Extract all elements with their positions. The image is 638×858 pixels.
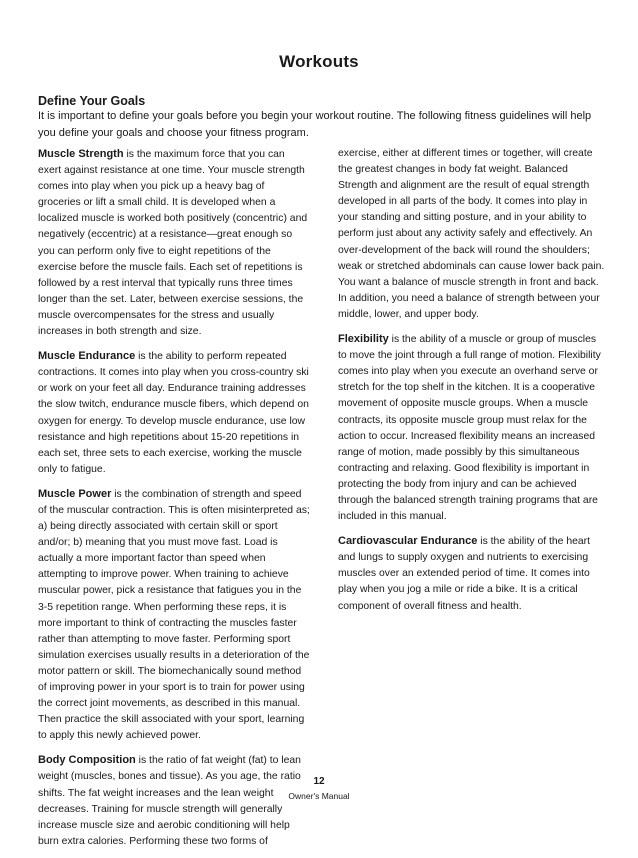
flexibility-text: is the ability of a muscle or group of muscles to move the joint through a full range of motion. Flexibility comes into play when you execute an overhand serve or stretch for the top shelf in the kitchen. It is a cooperative movement of opposite muscle groups. When a muscle contracts, its opposite muscle group must relax for the action to occur. Increased flexibility means an increased range of motion, made possibly by this simultaneous contracting and relaxing. Good flexibility is important in protecting the body from injury and can be achieved through the balanced strength training programs that are included in this manual.	[338, 334, 601, 523]
right-column	[338, 146, 606, 623]
muscle-endurance-text: is the ability to perform repeated contractions. It comes into play when you cross-country ski or work on your feet all day. Endurance training addresses the slow twitch, endurance muscle fibers, which depend on oxygen for energy. To develop muscle endurance, use low resistance and high repetitions about 15-20 repetitions in each set, three sets to each exercise, working the muscle only to fatigue.	[38, 351, 309, 475]
page-title: Workouts	[279, 52, 359, 71]
flexibility-paragraph	[338, 331, 606, 525]
muscle-endurance-paragraph	[38, 348, 310, 478]
muscle-strength-paragraph	[38, 146, 310, 340]
body-composition-continued: exercise, either at different times or together, will create the greatest changes in body fat weight. Balanced Strength and alignment are the result of equal strength developed in all parts of the body. It comes into play in your standing and sitting posture, and in your ability to perform just about any activity safely and effectively. An over-development of the back will round the shoulders; weak or stretched abdominals can cause lower back pain. You want a balance of muscle strength in front and back. In addition, you need a balance of strength between your middle, lower, and upper body.	[338, 148, 605, 320]
muscle-power-term: Muscle Power	[38, 487, 112, 500]
muscle-endurance-term: Muscle Endurance	[38, 350, 136, 363]
muscle-strength-term: Muscle Strength	[38, 148, 124, 160]
body-composition-term: Body Composition	[38, 754, 136, 767]
muscle-strength-text: is the maximum force that you can exert against resistance at one time. Your muscle strength comes into play when you pick up a heavy bag of groceries or lift a small child. It is developed when a localized muscle is worked both positively (concentric) and negatively (eccentric) at a resistance—great enough so you can perform only five to eight repetitions of the exercise before the muscle fails. Each set of repetitions is followed by a rest interval that typically runs three times longer than the set. Later, between exercise sessions, the muscle overcompensates for the stress and usually increases in both strength and size.	[38, 149, 308, 338]
cardiovascular-endurance-paragraph	[338, 533, 606, 614]
cardiovascular-endurance-text: is the ability of the heart and lungs to supply oxygen and nutrients to exercising muscles over an extended period of time. It comes into play when you jog a mile or ride a bike. It is a critical component of overall fitness and health.	[338, 536, 591, 612]
intro-paragraph: It is important to define your goals before you begin your workout routine. The following fitness guidelines will help you define your goals and choose your fitness program.	[38, 110, 592, 139]
body-composition-paragraph	[38, 752, 310, 850]
muscle-power-paragraph	[38, 486, 310, 745]
cardiovascular-endurance-term: Cardiovascular Endurance	[338, 535, 478, 548]
section-heading: Define Your Goals	[38, 94, 146, 108]
footer-label: Owner's Manual	[288, 791, 350, 801]
left-column	[38, 146, 310, 858]
muscle-power-text: is the combination of strength and speed of the muscular contraction. This is often misinterpreted as; a) being directly associated with certain skill or sport and/or; b) meaning that you must move fast. Load is actually a more important factor than speed when attempting to improve power. When training to achieve muscular power, pick a resistance that fatigues you in the 3-5 repetition range. When performing these reps, it is more important to think of contracting the muscles faster rather than attempting to move faster. Performing sport simulation exercises usually results in a deterioration of the motor pattern or skill. The biomechanically sound method of improving power in your sport is to train for power using the correct joint movements, as described in this manual. Then practice the skill associated with your sport, learning to apply this newly achieved power.	[38, 488, 310, 742]
page-number: 12	[313, 776, 325, 787]
flexibility-term: Flexibility	[338, 333, 389, 346]
body-composition-text: is the ratio of fat weight (fat) to lean weight (muscles, bones and tissue). As you age, the ratio shifts. The fat weight increases and the lean weight decreases. Training for muscle strength will generally increase muscle size and aerobic conditioning will help burn extra calories. Performing these two forms of	[38, 755, 301, 847]
